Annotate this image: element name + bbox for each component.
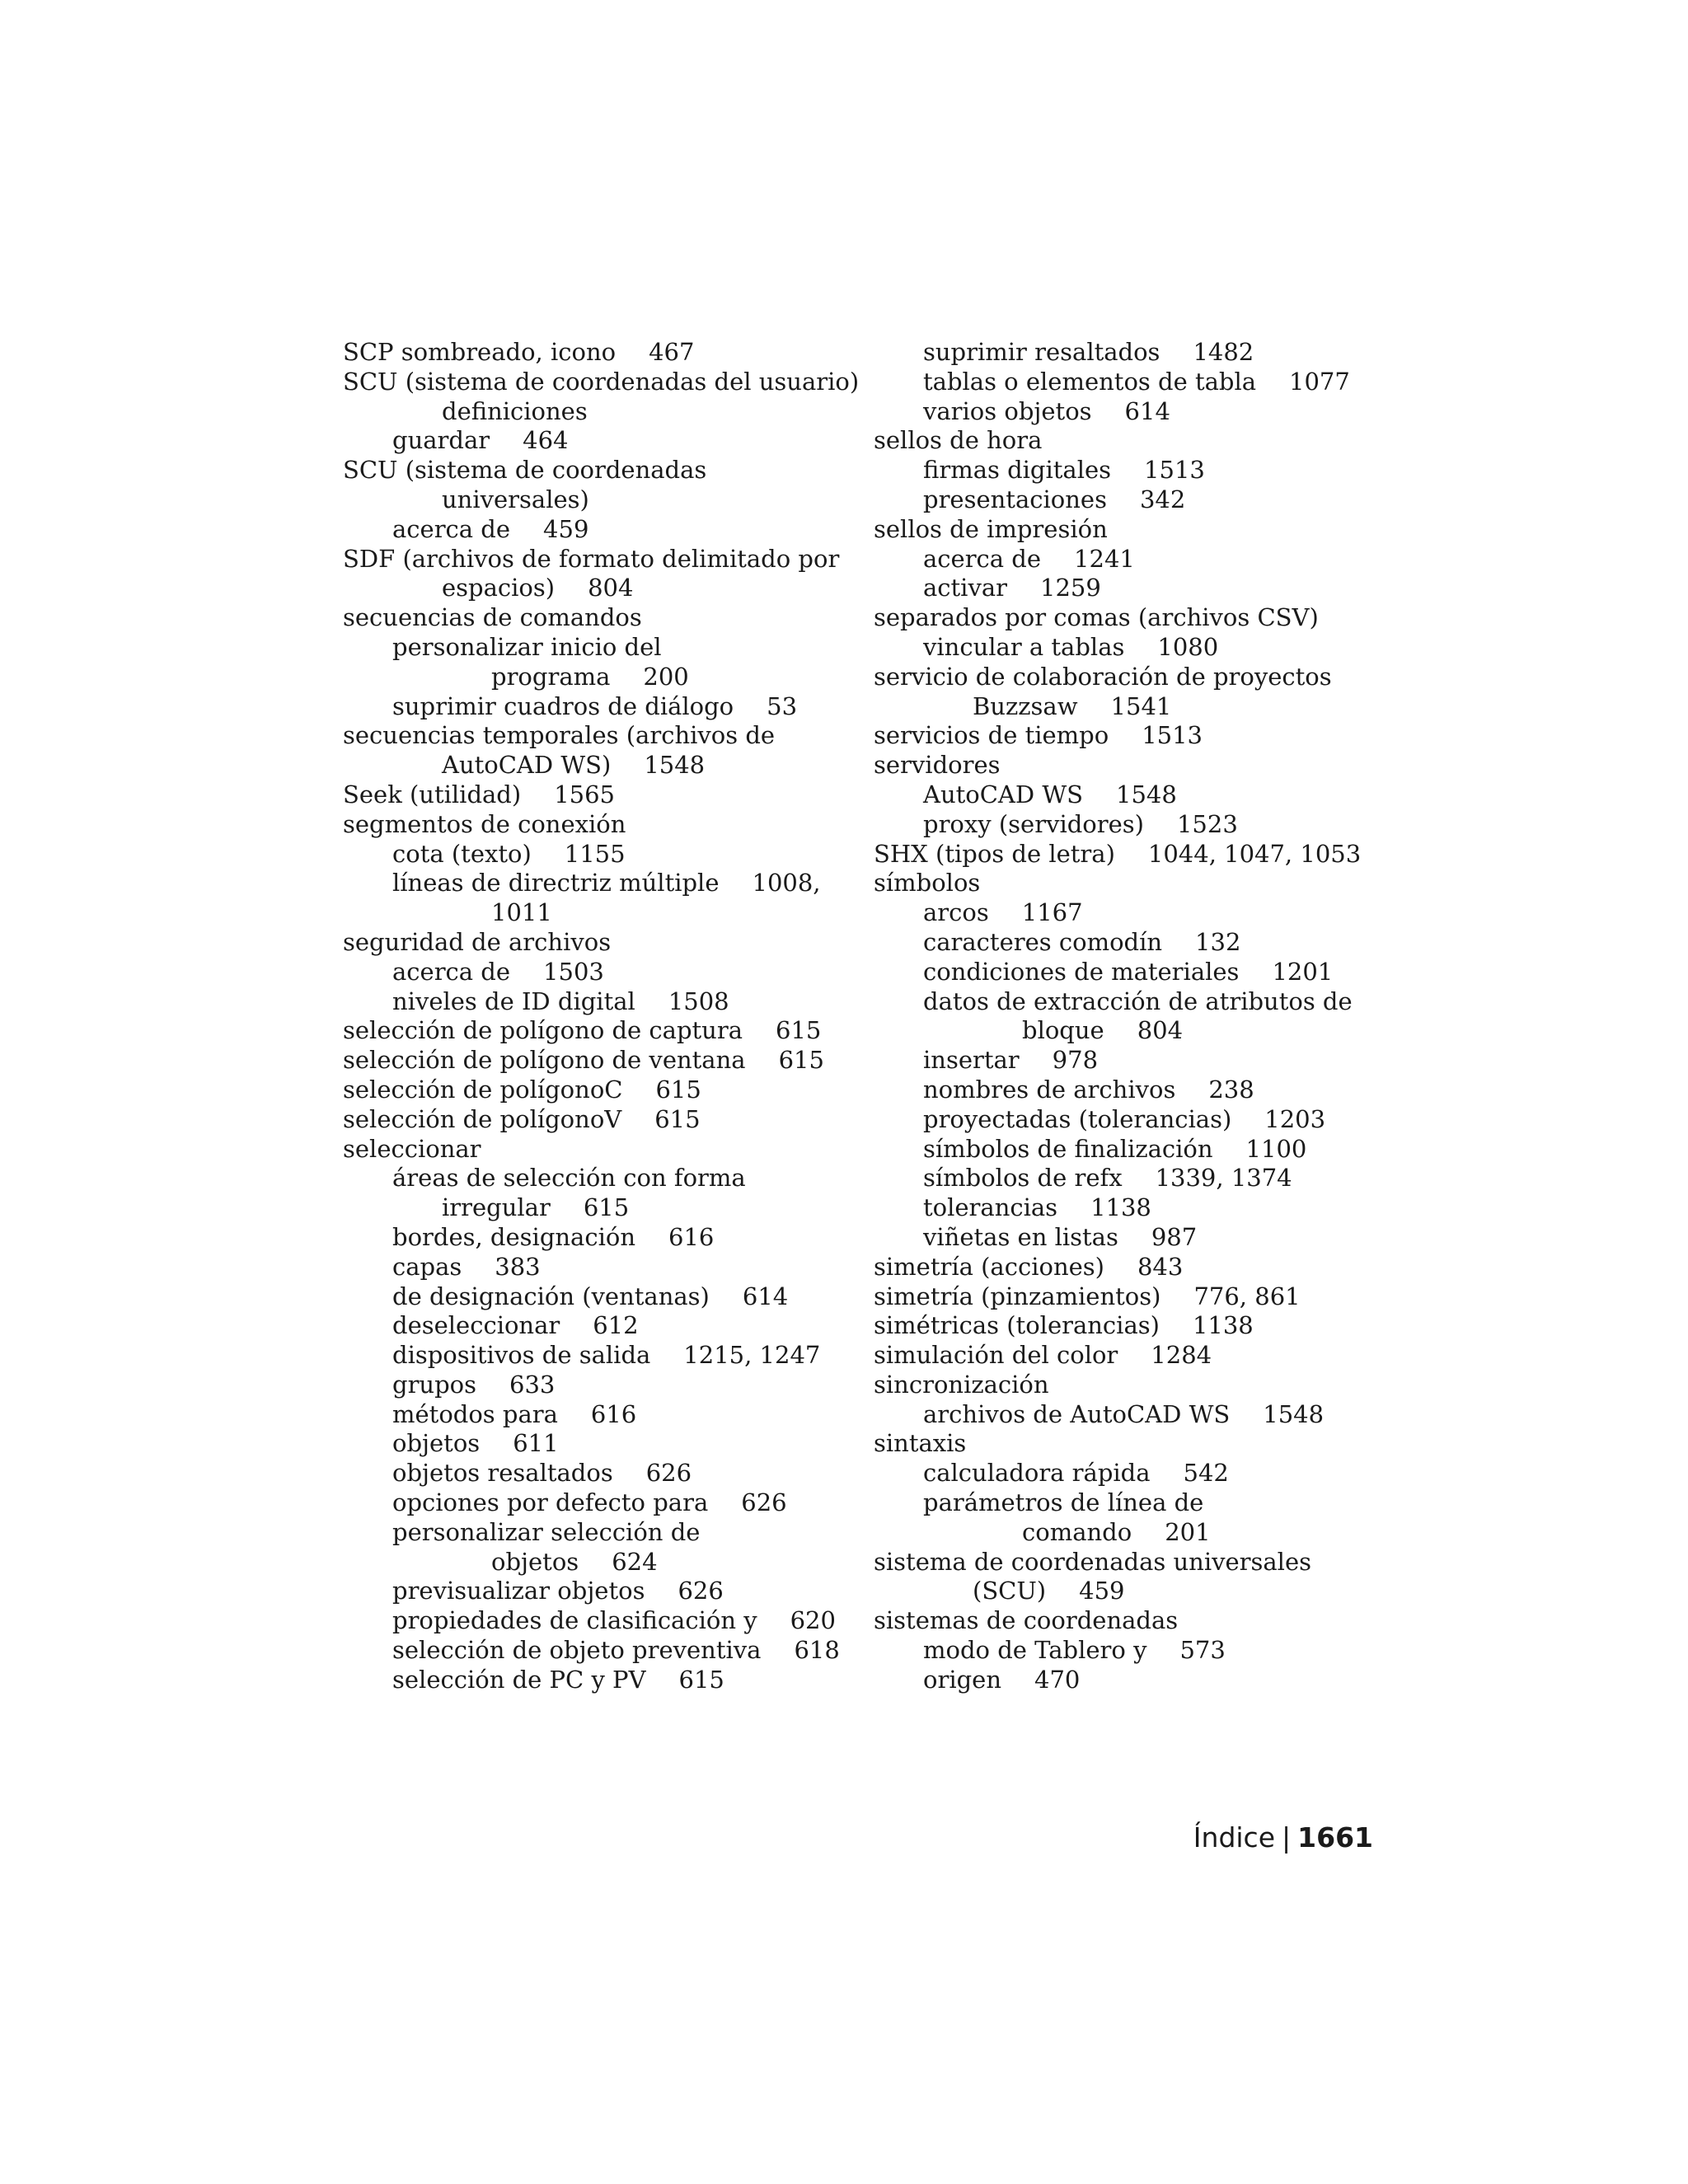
index-entry: [874, 1371, 1361, 1400]
index-page-ref: 1541: [1110, 691, 1172, 720]
index-term: SCP sombreado, icono: [343, 338, 617, 366]
index-entry: [343, 338, 859, 368]
index-term: acerca de: [923, 544, 1042, 573]
index-page-ref: 1215, 1247: [683, 1341, 821, 1370]
index-page-ref: 626: [645, 1459, 692, 1488]
index-entry: [874, 840, 1361, 869]
index-term: simetría (pinzamientos): [874, 1282, 1161, 1310]
index-page-ref: 615: [654, 1104, 701, 1133]
index-entry: [874, 545, 1361, 574]
index-term: SCU (sistema de coordenadas: [343, 456, 707, 485]
index-entry: [343, 987, 859, 1017]
index-term: tablas o elementos de tabla: [923, 367, 1257, 396]
index-term: capas: [392, 1252, 462, 1281]
index-term: sintaxis: [874, 1429, 967, 1458]
index-page-ref: 978: [1052, 1046, 1099, 1075]
index-page-ref: 614: [1124, 396, 1170, 425]
index-term: selección de polígono de captura: [343, 1016, 743, 1045]
index-term: servidores: [874, 751, 1001, 780]
index-entry: [343, 1105, 859, 1135]
index-term: símbolos de finalización: [923, 1134, 1213, 1163]
index-page-ref: 1548: [1116, 780, 1177, 808]
index-page-ref: 615: [778, 1046, 824, 1075]
index-entry: [874, 397, 1361, 427]
index-term: insertar: [923, 1046, 1020, 1075]
index-entry: [343, 1282, 859, 1312]
index-entry: [874, 368, 1361, 397]
index-entry: [343, 1311, 859, 1341]
index-entry: [874, 1548, 1361, 1577]
index-page-ref: 201: [1165, 1517, 1211, 1546]
index-page-ref: 1503: [543, 957, 604, 986]
index-page-ref: 616: [668, 1222, 715, 1251]
index-term: de designación (ventanas): [392, 1282, 710, 1310]
index-term: secuencias temporales (archivos de: [343, 721, 776, 750]
index-entry: [874, 958, 1361, 987]
index-entry: [343, 485, 859, 515]
index-page-ref: 1201: [1272, 957, 1334, 986]
index-term: servicios de tiempo: [874, 721, 1109, 750]
index-entry: [343, 574, 859, 603]
index-term: personalizar inicio del: [392, 632, 662, 661]
index-entry: [343, 1371, 859, 1400]
index-page-ref: 1565: [554, 780, 615, 808]
index-page-ref: 987: [1151, 1222, 1198, 1251]
index-entry: [874, 1223, 1361, 1253]
index-entry: [343, 780, 859, 810]
index-page-ref: 200: [643, 662, 689, 691]
index-term: selección de polígonoC: [343, 1075, 623, 1104]
index-entry: [343, 368, 859, 397]
index-entry: [874, 603, 1361, 633]
index-entry: [343, 840, 859, 869]
index-entry: [343, 515, 859, 545]
index-term: previsualizar objetos: [392, 1577, 645, 1605]
index-entry: [874, 426, 1361, 456]
index-term: varios objetos: [923, 396, 1092, 425]
index-term: sistema de coordenadas universales: [874, 1547, 1312, 1576]
index-entry: [343, 603, 859, 633]
index-page-ref: 1482: [1193, 338, 1254, 366]
index-page-ref: 1548: [1263, 1399, 1325, 1428]
index-entry: [874, 456, 1361, 485]
footer-page-number: 1661: [1297, 1821, 1373, 1854]
index-entry: [874, 928, 1361, 958]
index-entry: [343, 1666, 859, 1695]
index-entry: [874, 898, 1361, 928]
index-page-ref: 459: [543, 514, 589, 543]
index-term: proyectadas (tolerancias): [923, 1104, 1232, 1133]
index-entry: [343, 1193, 859, 1223]
index-term: Seek (utilidad): [343, 780, 522, 808]
index-term: sellos de impresión: [874, 514, 1108, 543]
index-page-ref: 618: [794, 1636, 840, 1665]
index-term: caracteres comodín: [923, 927, 1163, 956]
index-entry: [343, 456, 859, 485]
index-term: espacios): [442, 574, 556, 602]
index-page-ref: 611: [513, 1429, 559, 1458]
index-term: activar: [923, 574, 1007, 602]
index-term: arcos: [923, 898, 989, 927]
index-term: origen: [923, 1665, 1002, 1694]
index-entry: [343, 810, 859, 840]
index-entry: [874, 810, 1361, 840]
index-term: niveles de ID digital: [392, 987, 635, 1015]
index-page-ref: 843: [1137, 1252, 1184, 1281]
index-entry: [343, 1400, 859, 1430]
index-entry: [874, 1400, 1361, 1430]
index-page-ref: 467: [649, 338, 695, 366]
index-page-ref: 615: [678, 1665, 724, 1694]
index-entry: [874, 1666, 1361, 1695]
index-entry: [874, 1076, 1361, 1105]
index-page-ref: 1155: [564, 839, 626, 868]
index-entry: [343, 1164, 859, 1193]
index-page-ref: 1513: [1144, 456, 1205, 485]
index-term: segmentos de conexión: [343, 809, 626, 838]
index-term: personalizar selección de: [392, 1517, 701, 1546]
index-entry: [343, 545, 859, 574]
index-term: irregular: [442, 1193, 551, 1222]
index-term: SHX (tipos de letra): [874, 839, 1115, 868]
index-page-ref: 1008,: [752, 869, 821, 898]
index-entry: [874, 1429, 1361, 1459]
index-page-ref: 238: [1208, 1075, 1254, 1104]
index-term: AutoCAD WS): [442, 751, 612, 780]
index-term: suprimir resaltados: [923, 338, 1160, 366]
index-page-ref: 626: [741, 1488, 787, 1517]
index-term: líneas de directriz múltiple: [392, 869, 720, 898]
index-term: símbolos: [874, 869, 981, 898]
index-entry: [343, 663, 859, 692]
index-term: objetos: [491, 1547, 579, 1576]
index-column-right: [874, 338, 1361, 1695]
index-entry: [874, 869, 1361, 898]
index-page-ref: 342: [1139, 485, 1186, 513]
index-page-ref: 616: [590, 1399, 637, 1428]
index-entry: [343, 1577, 859, 1606]
index-entry: [343, 1076, 859, 1105]
index-term: viñetas en listas: [923, 1222, 1118, 1251]
index-term: guardar: [392, 426, 490, 455]
index-page-ref: 1167: [1021, 898, 1083, 927]
index-term: Buzzsaw: [973, 691, 1078, 720]
index-entry: [874, 663, 1361, 692]
index-term: secuencias de comandos: [343, 603, 642, 632]
index-term: bordes, designación: [392, 1222, 635, 1251]
index-entry: [874, 987, 1361, 1017]
index-entry: [874, 692, 1361, 722]
index-term: firmas digitales: [923, 456, 1112, 485]
index-term: simulación del color: [874, 1341, 1118, 1370]
index-entry: [874, 1253, 1361, 1282]
index-term: propiedades de clasificación y: [392, 1606, 757, 1635]
index-page-ref: 1523: [1176, 809, 1238, 838]
index-term: objetos resaltados: [392, 1459, 613, 1488]
index-page-ref: 1284: [1151, 1341, 1212, 1370]
index-page-ref: 624: [612, 1547, 658, 1576]
index-term: presentaciones: [923, 485, 1107, 513]
index-term: selección de polígonoV: [343, 1104, 622, 1133]
index-term: tolerancias: [923, 1193, 1058, 1222]
index-term: 1011: [491, 898, 552, 927]
index-entry: [343, 1548, 859, 1577]
index-term: datos de extracción de atributos de: [923, 987, 1353, 1015]
index-entry: [874, 485, 1361, 515]
index-term: sellos de hora: [874, 426, 1043, 455]
index-term: suprimir cuadros de diálogo: [392, 691, 734, 720]
index-entry: [343, 751, 859, 780]
index-entry: [874, 1193, 1361, 1223]
index-page-ref: 1138: [1192, 1311, 1254, 1340]
index-page-ref: 542: [1183, 1459, 1229, 1488]
index-entry: [343, 1135, 859, 1165]
index-page-ref: 459: [1079, 1577, 1125, 1605]
page-footer: [1193, 1821, 1373, 1854]
index-entry: [874, 1016, 1361, 1046]
index-term: cota (texto): [392, 839, 532, 868]
index-page-ref: 132: [1195, 927, 1241, 956]
index-page-ref: 626: [678, 1577, 724, 1605]
index-term: selección de objeto preventiva: [392, 1636, 762, 1665]
index-term: sistemas de coordenadas: [874, 1606, 1179, 1635]
index-term: seguridad de archivos: [343, 927, 612, 956]
index-entry: [343, 1341, 859, 1371]
index-page-ref: 1259: [1040, 574, 1101, 602]
index-term: definiciones: [442, 396, 588, 425]
index-term: áreas de selección con forma: [392, 1164, 746, 1193]
index-page-ref: 615: [583, 1193, 630, 1222]
index-entry: [874, 1046, 1361, 1076]
index-page-ref: 804: [1137, 1016, 1184, 1045]
index-page-ref: 1339, 1374: [1155, 1164, 1292, 1193]
index-entry: [343, 1016, 859, 1046]
index-page-ref: 615: [776, 1016, 822, 1045]
index-page-ref: 470: [1034, 1665, 1081, 1694]
index-page-ref: 615: [655, 1075, 701, 1104]
index-term: servicio de colaboración de proyectos: [874, 662, 1332, 691]
index-entry: [874, 1606, 1361, 1636]
index-term: deseleccionar: [392, 1311, 560, 1340]
index-term: dispositivos de salida: [392, 1341, 651, 1370]
index-entry: [343, 397, 859, 427]
index-page-ref: 620: [790, 1606, 836, 1635]
index-entry: [343, 1518, 859, 1548]
index-term: sincronización: [874, 1370, 1049, 1399]
index-term: métodos para: [392, 1399, 558, 1428]
index-term: acerca de: [392, 514, 511, 543]
index-entry: [874, 338, 1361, 368]
index-page-ref: 1100: [1245, 1134, 1307, 1163]
index-entry: [874, 721, 1361, 751]
index-term: modo de Tablero y: [923, 1636, 1147, 1665]
index-term: seleccionar: [343, 1134, 481, 1163]
index-term: universales): [442, 485, 589, 513]
index-term: parámetros de línea de: [923, 1488, 1204, 1517]
index-entry: [874, 751, 1361, 780]
index-term: calculadora rápida: [923, 1459, 1151, 1488]
index-entry: [343, 1636, 859, 1666]
index-entry: [874, 1282, 1361, 1312]
index-page-ref: 776, 861: [1193, 1282, 1301, 1310]
index-column-left: [343, 338, 859, 1695]
index-page-ref: 612: [593, 1311, 639, 1340]
index-term: bloque: [1022, 1016, 1104, 1045]
index-entry: [343, 426, 859, 456]
index-entry: [874, 1518, 1361, 1548]
index-page-ref: 1241: [1074, 544, 1135, 573]
index-term: grupos: [392, 1370, 477, 1399]
index-term: archivos de AutoCAD WS: [923, 1399, 1231, 1428]
index-page-ref: 614: [742, 1282, 789, 1310]
index-term: selección de polígono de ventana: [343, 1046, 746, 1075]
index-entry: [874, 1311, 1361, 1341]
index-page-ref: 1080: [1157, 632, 1219, 661]
index-entry: [343, 1046, 859, 1076]
index-page-ref: 464: [523, 426, 569, 455]
index-entry: [874, 515, 1361, 545]
index-term: (SCU): [973, 1577, 1047, 1605]
index-page-ref: 53: [767, 691, 798, 720]
footer-separator: |: [1282, 1821, 1292, 1854]
index-entry: [874, 1488, 1361, 1518]
index-term: nombres de archivos: [923, 1075, 1176, 1104]
index-term: vincular a tablas: [923, 632, 1125, 661]
index-term: programa: [491, 662, 611, 691]
index-page-ref: 1203: [1264, 1104, 1326, 1133]
index-page-ref: 1508: [668, 987, 729, 1015]
index-term: opciones por defecto para: [392, 1488, 709, 1517]
index-term: proxy (servidores): [923, 809, 1144, 838]
index-entry: [343, 1606, 859, 1636]
index-term: SDF (archivos de formato delimitado por: [343, 544, 840, 573]
index-entry: [874, 1459, 1361, 1488]
index-entry: [874, 1341, 1361, 1371]
index-entry: [343, 1429, 859, 1459]
index-term: acerca de: [392, 957, 511, 986]
index-page-ref: 1138: [1090, 1193, 1151, 1222]
index-entry: [874, 574, 1361, 603]
index-entry: [874, 1164, 1361, 1193]
index-term: condiciones de materiales: [923, 957, 1240, 986]
index-page-ref: 383: [495, 1252, 541, 1281]
index-term: objetos: [392, 1429, 481, 1458]
footer-section-title: Índice: [1193, 1821, 1276, 1854]
index-entry: [343, 1253, 859, 1282]
index-page-ref: 1044, 1047, 1053: [1147, 839, 1362, 868]
index-term: SCU (sistema de coordenadas del usuario): [343, 367, 860, 396]
index-entry: [874, 1636, 1361, 1666]
index-entry: [343, 721, 859, 751]
index-entry: [874, 780, 1361, 810]
index-term: símbolos de refx: [923, 1164, 1123, 1193]
index-term: comando: [1022, 1517, 1132, 1546]
index-term: simétricas (tolerancias): [874, 1311, 1160, 1340]
index-entry: [343, 1223, 859, 1253]
index-page-ref: 573: [1179, 1636, 1226, 1665]
index-entry: [343, 633, 859, 663]
index-entry: [343, 898, 859, 928]
index-entry: [874, 633, 1361, 663]
index-entry: [343, 928, 859, 958]
index-page-ref: 804: [588, 574, 634, 602]
index-page-ref: 1513: [1142, 721, 1203, 750]
index-term: selección de PC y PV: [392, 1665, 646, 1694]
index-entry: [343, 869, 859, 898]
index-entry: [874, 1105, 1361, 1135]
index-term: separados por comas (archivos CSV): [874, 603, 1319, 632]
index-entry: [343, 1488, 859, 1518]
index-entry: [874, 1577, 1361, 1606]
index-entry: [874, 1135, 1361, 1165]
index-entry: [343, 692, 859, 722]
index-term: AutoCAD WS: [923, 780, 1084, 808]
index-entry: [343, 958, 859, 987]
index-term: simetría (acciones): [874, 1252, 1104, 1281]
index-entry: [343, 1459, 859, 1488]
index-page-ref: 1077: [1289, 367, 1350, 396]
index-page-ref: 633: [509, 1370, 556, 1399]
index-page-ref: 1548: [644, 751, 706, 780]
